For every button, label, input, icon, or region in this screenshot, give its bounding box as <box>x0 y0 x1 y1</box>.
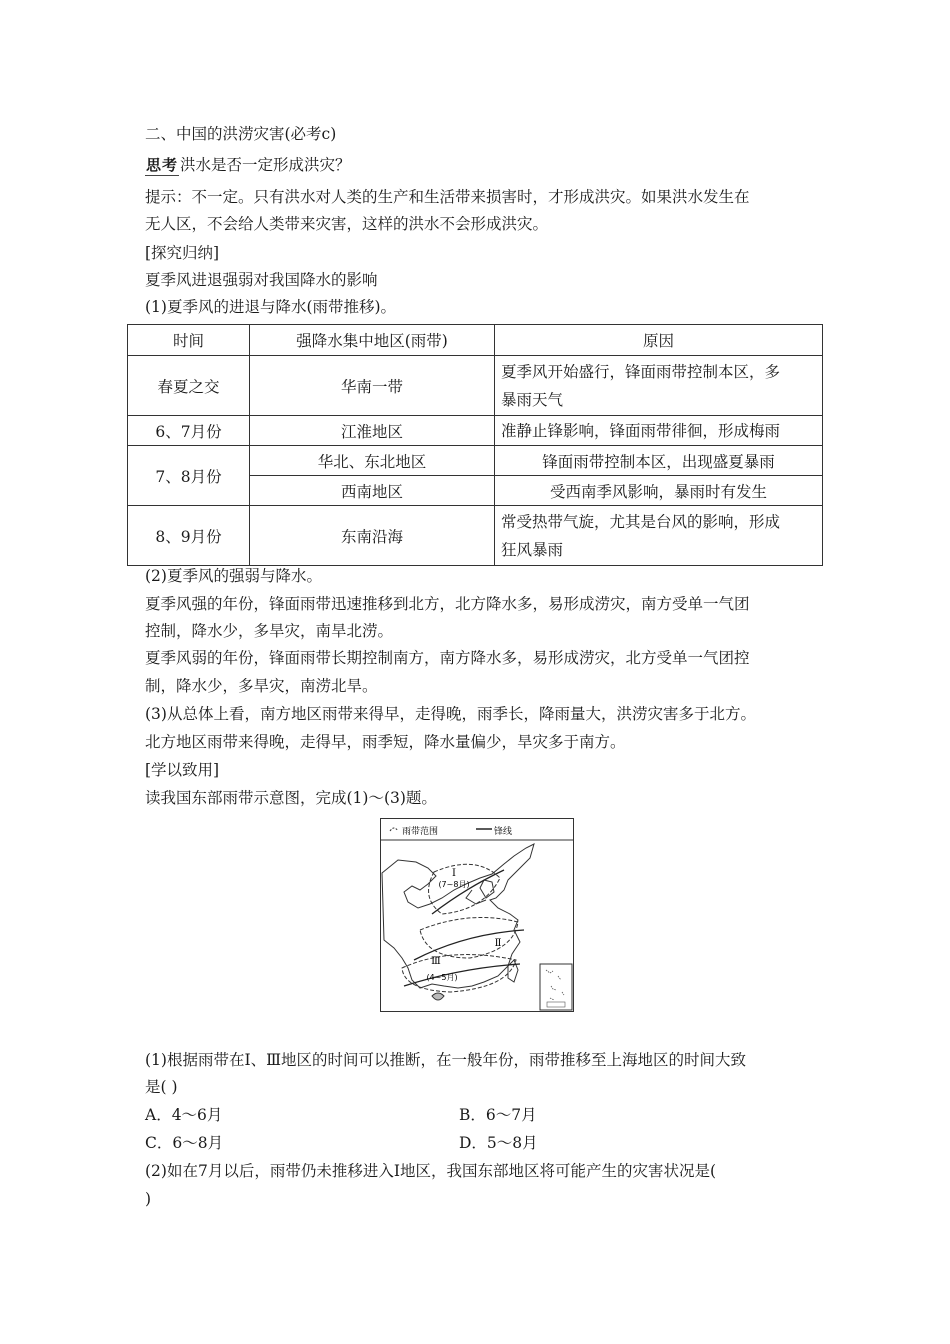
table-row <box>128 506 823 566</box>
reason-line: 受西南季风影响，暴雨时有发生 <box>549 482 767 501</box>
explore-heading: [探究归纳] <box>145 244 220 262</box>
q1-option-c: C．6～8月 <box>145 1134 224 1152</box>
q2-stem-line-1: (2)如在7月以后，雨带仍未推移进入Ⅰ地区，我国东部地区将可能产生的灾害状况是( <box>145 1162 716 1180</box>
item2-line: 控制，降水少，多旱灾，南旱北涝。 <box>145 622 394 640</box>
think-label: 思考 <box>146 156 179 174</box>
item2-line: 制，降水少，多旱灾，南涝北旱。 <box>145 677 378 695</box>
table-cell-time: 春夏之交 <box>128 356 250 416</box>
zone-1-time: (7~8月) <box>438 880 470 889</box>
table-row <box>128 416 823 446</box>
table-row <box>128 446 823 476</box>
table-header: 原因 <box>495 325 823 356</box>
reason-line: 夏季风开始盛行，锋面雨带控制本区，多 <box>501 362 781 381</box>
table-cell-region: 西南地区 <box>250 476 495 506</box>
table-cell-region: 东南沿海 <box>250 506 495 566</box>
apply-heading: [学以致用] <box>145 761 220 779</box>
hint-line-2: 无人区，不会给人类带来灾害，这样的洪水不会形成洪灾。 <box>145 215 549 233</box>
think-question <box>145 155 351 176</box>
legend-range-label: 雨带范围 <box>402 827 439 837</box>
hint-line-1: 提示：不一定。只有洪水对人类的生产和生活带来损害时，才形成洪灾。如果洪水发生在 <box>145 188 750 206</box>
reason-line: 狂风暴雨 <box>501 540 564 559</box>
zone-1-label: Ⅰ <box>452 868 456 879</box>
table-cell-region: 华北、东北地区 <box>250 446 495 476</box>
table-cell-reason <box>495 476 823 506</box>
table-cell-reason <box>495 356 823 416</box>
item3-line: (3)从总体上看，南方地区雨带来得早，走得晚，雨季长，降雨量大，洪涝灾害多于北方。 <box>145 705 756 723</box>
reason-line: 常受热带气旋，尤其是台风的影响，形成 <box>501 512 781 531</box>
item1-title: (1)夏季风的进退与降水(雨带推移)。 <box>145 298 397 316</box>
table-header-row <box>128 325 823 356</box>
q1-stem-line-1: (1)根据雨带在Ⅰ、Ⅲ地区的时间可以推断，在一般年份，雨带推移至上海地区的时间大致 <box>145 1051 747 1069</box>
table-cell-reason <box>495 416 823 446</box>
q1-stem-line-2: 是( ) <box>145 1078 178 1096</box>
q2-stem-line-2: ) <box>145 1190 152 1208</box>
item2-line: 夏季风弱的年份，锋面雨带长期控制南方，南方降水多，易形成涝灾，北方受单一气团控 <box>145 649 750 667</box>
table-cell-region: 华南一带 <box>250 356 495 416</box>
table-header: 时间 <box>128 325 250 356</box>
table-cell-time: 7、8月份 <box>128 446 250 506</box>
legend-front-label: 锋线 <box>494 827 513 837</box>
section-title: 二、中国的洪涝灾害(必考c) <box>145 125 337 143</box>
item3-line: 北方地区雨带来得晚，走得早，雨季短，降水量偏少，旱灾多于南方。 <box>145 733 626 751</box>
table-header: 强降水集中地区(雨带) <box>250 325 495 356</box>
table-row <box>128 356 823 416</box>
think-question-text: 洪水是否一定形成洪灾？ <box>180 156 351 174</box>
reason-line: 准静止锋影响，锋面雨带徘徊，形成梅雨 <box>501 421 781 440</box>
table-cell-time: 6、7月份 <box>128 416 250 446</box>
zone-2-label: Ⅱ <box>494 938 502 949</box>
reason-line: 锋面雨带控制本区，出现盛夏暴雨 <box>542 452 775 471</box>
reason-line: 暴雨天气 <box>501 390 564 409</box>
q1-option-b: B．6～7月 <box>459 1106 537 1124</box>
item2-title: (2)夏季风的强弱与降水。 <box>145 567 322 585</box>
item2-line: 夏季风强的年份，锋面雨带迅速推移到北方，北方降水多，易形成涝灾，南方受单一气团 <box>145 595 750 613</box>
rain-belt-map <box>380 818 574 1012</box>
table-cell-reason <box>495 506 823 566</box>
table-cell-time: 8、9月份 <box>128 506 250 566</box>
apply-intro: 读我国东部雨带示意图，完成(1)～(3)题。 <box>145 789 437 807</box>
inset-map-frame <box>540 964 572 1010</box>
table-cell-region: 江淮地区 <box>250 416 495 446</box>
q1-option-a: A．4～6月 <box>145 1106 223 1124</box>
zone-3-time: (4~5月) <box>426 973 458 982</box>
rain-belt-table <box>127 324 823 566</box>
explore-title: 夏季风进退强弱对我国降水的影响 <box>145 271 378 289</box>
zone-3-label: Ⅲ <box>431 956 441 967</box>
table-cell-reason <box>495 446 823 476</box>
q1-option-d: D．5～8月 <box>459 1134 538 1152</box>
